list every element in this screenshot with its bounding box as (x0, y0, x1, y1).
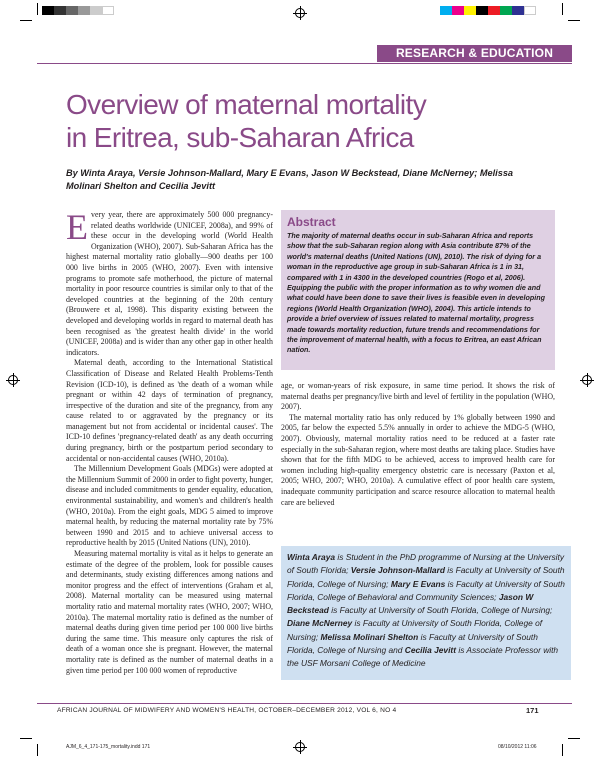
body-paragraph: Maternal death, according to the International Statistical Classification of Disease and Related Health Problems-Tenth Revision (ICD-10), is defined as 'the death of a woman while pregnant or within 42 days of termination of pregnancy, irrespective of the duration and site of the pregnancy, from any cause related to or aggravated by the pregnancy or its management but not from accidental or incidental causes'. The ICD-10 defines 'pregnancy-related death' as any death occurring during pregnancy, birth or the postpartum period secondary to accidental or non-accidental causes (WHO, 2010a). (66, 358, 273, 463)
authors-line-1: By Winta Araya, Versie Johnson-Mallard, Mary E Evans, Jason W Beckstead, Diane McNerney; Melissa (66, 168, 514, 178)
section-banner: RESEARCH & EDUCATION (377, 45, 572, 62)
article-title (66, 88, 566, 154)
authors-line-2: Molinari Shelton and Cecilia Jevitt (66, 181, 216, 191)
author-affiliations-box (281, 546, 571, 680)
affiliation-role: is Associate Professor with the USF Morsani College of Medicine (287, 645, 559, 669)
crop-mark (568, 738, 580, 739)
title-line-2: in Eritrea, sub-Saharan Africa (66, 122, 414, 153)
body-paragraph: Measuring maternal mortality is vital as it helps to generate an estimate of the degree of the problem, look for possible causes and determinants, study existing differences among nations and monitor progress and the effect of interventions (Graham et al, 2008). Maternal mortality can be measured using maternal mortality ratio and maternal mortality rates (WHO, 2007; WHO, 2010a). The maternal mortality ratio is defined as the number of maternal deaths during given time period per 100 000 live births during the same time. This measure only captures the risk of death of a woman once she is pregnant. However, the maternal mortality rate is defined as the number of maternal deaths in a given time period per 100 000 women of reproductive (66, 549, 273, 675)
affiliation-role: is Student in the PhD programme of Nursing at the University of South Florida; (287, 552, 565, 576)
body-column-left (66, 207, 273, 676)
body-column-right (281, 381, 555, 508)
affiliation-role: is Faculty at University of South Florida, College of Nursing; (287, 618, 543, 642)
crop-mark (562, 3, 563, 15)
journal-citation: AFRICAN JOURNAL OF MIDWIFERY AND WOMEN'S HEALTH, OCTOBER–DECEMBER 2012, VOL 6, NO 4 (57, 707, 397, 714)
body-paragraph: The maternal mortality ratio has only reduced by 1% globally between 1990 and 2005, far below the expected 5.5% annually in order to achieve the MDG-5 (WHO, 2007). Obviously, maternal mortality ratios need to be reduced at a faster rate especially in the sub-Saharan region, where most deaths are taking place. Studies have shown that for the fifth MDG to be achieved, access to improved health care for women including high-quality emergency obstetric care is necessary (Paxton et al, 2005; WHO, 2007; WHO, 2010a). A cumulative effect of poor health care system, inadequate community participation and scarce resource allocation to maternal health care are believed (281, 412, 555, 507)
registration-mark-icon (295, 742, 305, 752)
affiliation-name: Melissa Molinari Shelton (320, 631, 419, 642)
title-line-1: Overview of maternal mortality (66, 89, 427, 120)
body-paragraph: age, or woman-years of risk exposure, in same time period. It shows the risk of maternal deaths per pregnancy/live birth and level of fertility in the population (WHO, 2007). (281, 381, 555, 412)
color-bar-left (42, 6, 114, 15)
crop-mark (568, 20, 580, 21)
affiliation-name: Mary E Evans (390, 578, 446, 589)
abstract-box (281, 210, 555, 370)
crop-mark (562, 744, 563, 756)
affiliation-role: is Faculty at University of South Florida, College of Behavioral and Community Sciences; (287, 578, 565, 602)
crop-mark (37, 744, 38, 756)
page-number: 171 (526, 706, 539, 715)
registration-mark-icon (8, 375, 18, 385)
affiliation-role: is Faculty at University of South Florida, College of Nursing; (328, 605, 553, 616)
affiliation-name: Winta Araya (287, 552, 336, 562)
drop-cap: E (66, 207, 88, 247)
abstract-text: The majority of maternal deaths occur in sub-Saharan Africa and reports show that the sub-Saharan region along with Asia contribute 87% of the world's maternal deaths (United Nations (UN), 2010). The risk of dying for a woman in the reproductive age group in sub-Saharan Africa is 1 in 31, compared with 1 in 4300 in the developed countries (Rogo et al, 2006). Equipping the public with the proper information as to why women die and what could have been done to save their lives is feasible even in developing regions (World Health Organization (WHO), 2004). This article intends to provide a brief overview of issues related to maternal mortality, progress made towards mortality reduction, future trends and recommendations for the improvement of maternal health, with a focus to Eritrea, an east African nation. (287, 232, 545, 355)
crop-mark (20, 20, 32, 21)
print-slug-date: 08/10/2012 11:06 (498, 744, 537, 750)
author-list (66, 167, 546, 193)
affiliation-name: Diane McNerney (287, 618, 353, 629)
crop-mark (37, 3, 38, 15)
footer-rule (37, 703, 572, 704)
affiliation-name: Versie Johnson-Mallard (350, 565, 445, 576)
body-paragraph: The Millennium Development Goals (MDGs) were adopted at the Millennium Summit of 2000 in order to fight poverty, hunger, disease and included commitments to gender equality, education, environmental sustainability, and women's and children's health (WHO, 2010a). From the eight goals, MDG 5 aimed to improve maternal health, by reducing the maternal mortality rate by 75% between 1990 and 2015 and to achieve universal access to reproductive health by 2015 (United Nations (UN), 2010). (66, 464, 273, 548)
print-slug-file: AJM_6_4_171-175_mortality.indd 171 (66, 744, 151, 750)
body-paragraph: Every year, there are approximately 500 000 pregnancy-related deaths worldwide (UNICEF, 2008a), and 99% of these occur in the developing world (World Health Organization (WHO), 2007). Sub-Saharan Africa has the highest maternal mortality ratio globally—900 deaths per 100 000 live births in 2005 (WHO, 2007). Even with intensive programs to promote safe motherhood, the picture of maternal mortality in poor resource countries is similar only to that of the developed countries at the beginning of the 20th century (Brouwere et al, 1998). This disparity existing between the developed and developing worlds in regard to maternal death has been recognised as 'the greatest health divide' in the world (UNICEF, 2008a) and is wider than any other gap in other health indicators. (66, 207, 273, 357)
abstract-heading: Abstract (287, 215, 336, 229)
crop-mark (20, 738, 32, 739)
header-rule (37, 63, 572, 64)
affiliation-role: is Faculty at University of South Florida, College of Nursing and (287, 631, 538, 656)
color-bar-right (440, 6, 536, 15)
affiliation-name: Jason W Beckstead (287, 591, 534, 616)
registration-mark-icon (295, 8, 305, 18)
affiliation-name: Cecilia Jevitt (404, 645, 456, 656)
registration-mark-icon (582, 375, 592, 385)
affiliation-role: is Faculty at University of South Florida, College of Nursing; (287, 565, 565, 589)
